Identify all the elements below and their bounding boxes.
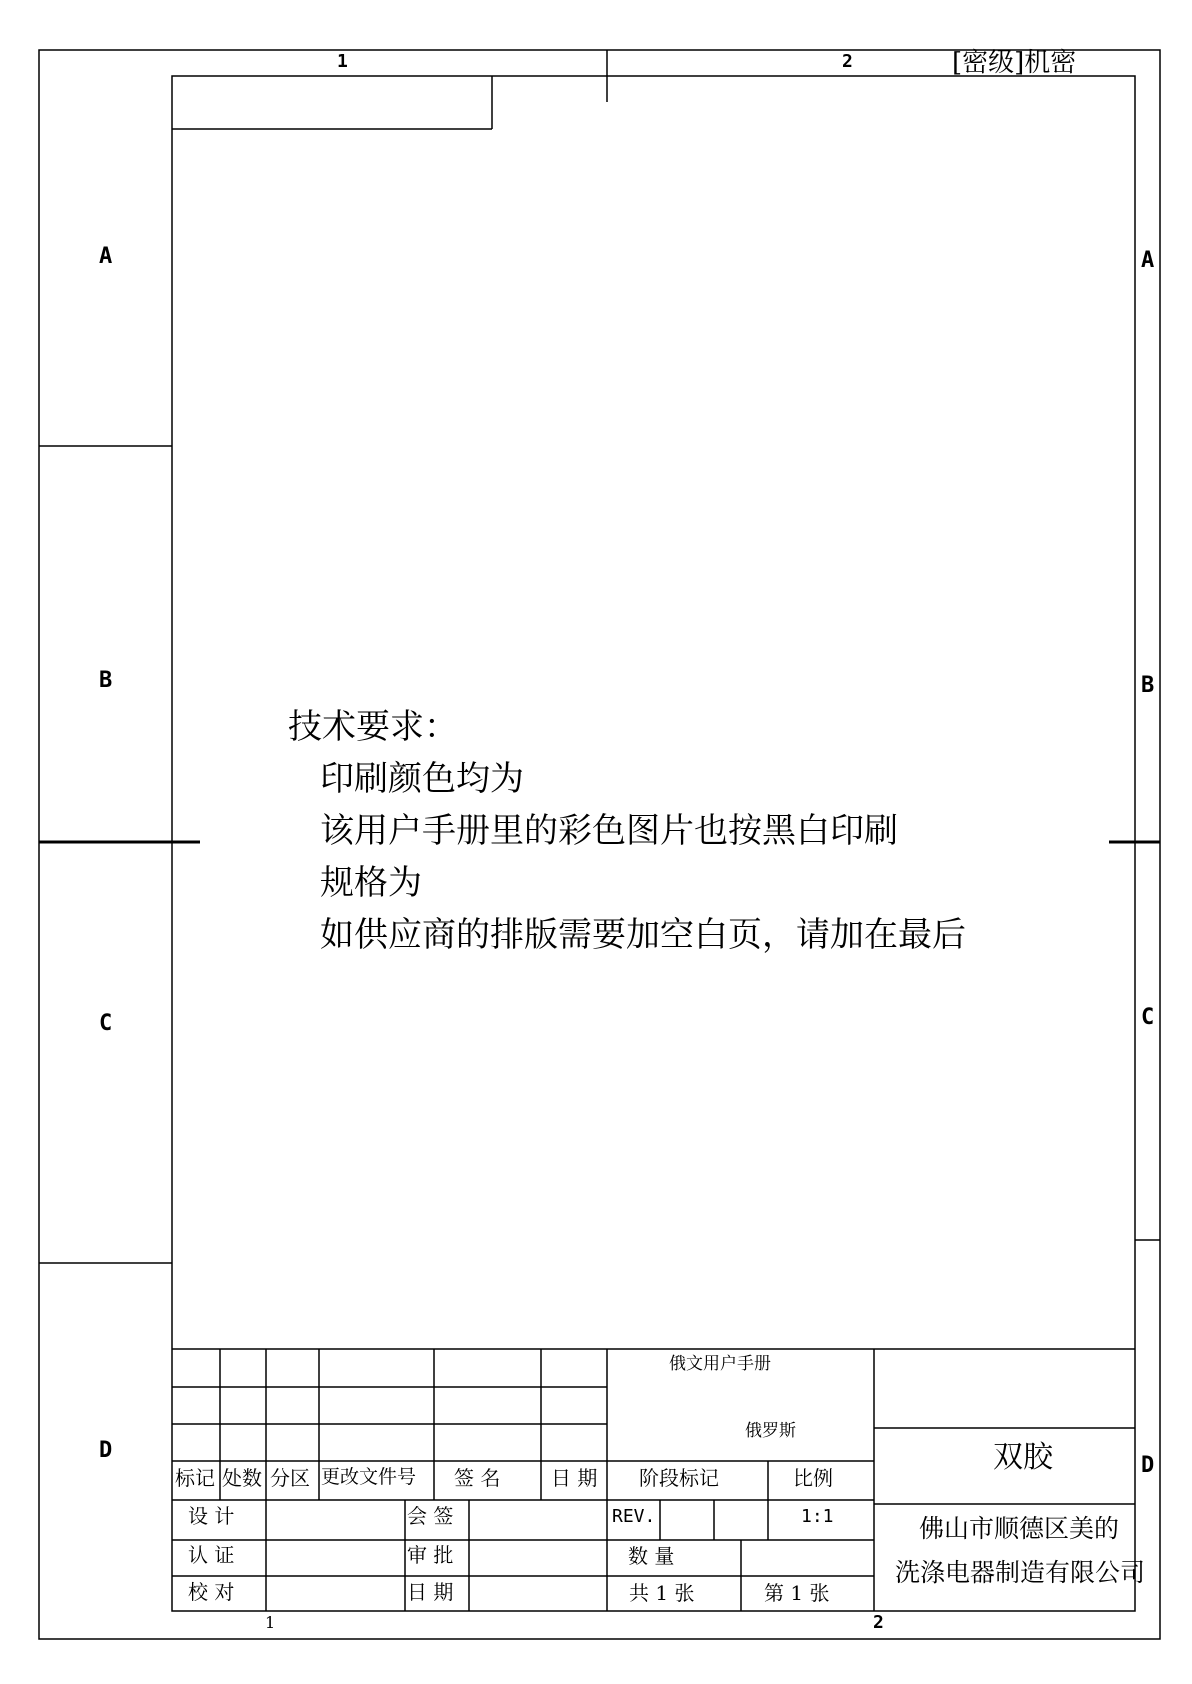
col-header-date: 日 期 [551, 1466, 598, 1490]
requirements-heading: 技术要求： [288, 707, 458, 747]
stage-label: 阶段标记 [639, 1466, 719, 1490]
company-name-line1: 佛山市顺德区美的 [919, 1514, 1120, 1543]
zone-marker-a-right: A [1141, 248, 1155, 273]
sheets-total: 共 1 张 [629, 1581, 695, 1605]
col-header-zone: 分区 [270, 1466, 310, 1490]
bottom-marker-1: 1 [265, 1613, 276, 1632]
approval-countersign: 会 签 [407, 1504, 454, 1528]
role-design: 设 计 [188, 1504, 235, 1528]
col-header-count: 处数 [222, 1466, 262, 1490]
requirement-line: 印刷颜色均为 [320, 759, 524, 799]
document-title: 俄文用户手册 [669, 1354, 771, 1374]
zone-marker-b-right: B [1141, 673, 1155, 698]
quantity-label: 数 量 [628, 1544, 675, 1568]
company-name-line2: 洗涤电器制造有限公司 [895, 1558, 1146, 1587]
column-marker-2: 2 [842, 51, 853, 72]
role-check: 校 对 [188, 1580, 235, 1604]
zone-marker-d-left: D [99, 1438, 113, 1463]
scale-value: 1:1 [801, 1506, 834, 1527]
zone-marker-c-right: C [1141, 1005, 1155, 1030]
zone-marker-a-left: A [99, 244, 113, 269]
document-language: 俄罗斯 [745, 1421, 796, 1441]
requirement-line: 规格为 [320, 863, 422, 903]
zone-marker-c-left: C [99, 1011, 113, 1036]
rev-label: REV. [612, 1506, 656, 1527]
approval-approve: 审 批 [407, 1543, 454, 1567]
scale-label: 比例 [793, 1466, 833, 1490]
column-marker-1: 1 [337, 51, 348, 72]
requirement-line: 如供应商的排版需要加空白页，请加在最后 [320, 915, 966, 955]
material-label: 双胶 [993, 1440, 1053, 1475]
col-header-change-doc: 更改文件号 [321, 1466, 417, 1488]
bottom-marker-2: 2 [873, 1612, 884, 1633]
zone-marker-b-left: B [99, 668, 113, 693]
sheet-number: 第 1 张 [764, 1581, 830, 1605]
col-header-signature: 签 名 [454, 1466, 501, 1490]
col-header-mark: 标记 [175, 1466, 215, 1490]
zone-marker-d-right: D [1141, 1453, 1155, 1478]
approval-date: 日 期 [407, 1580, 454, 1604]
classification-label: [密级]机密 [952, 48, 1077, 78]
role-certify: 认 证 [188, 1543, 235, 1567]
requirement-line: 该用户手册里的彩色图片也按黑白印刷 [320, 811, 898, 851]
